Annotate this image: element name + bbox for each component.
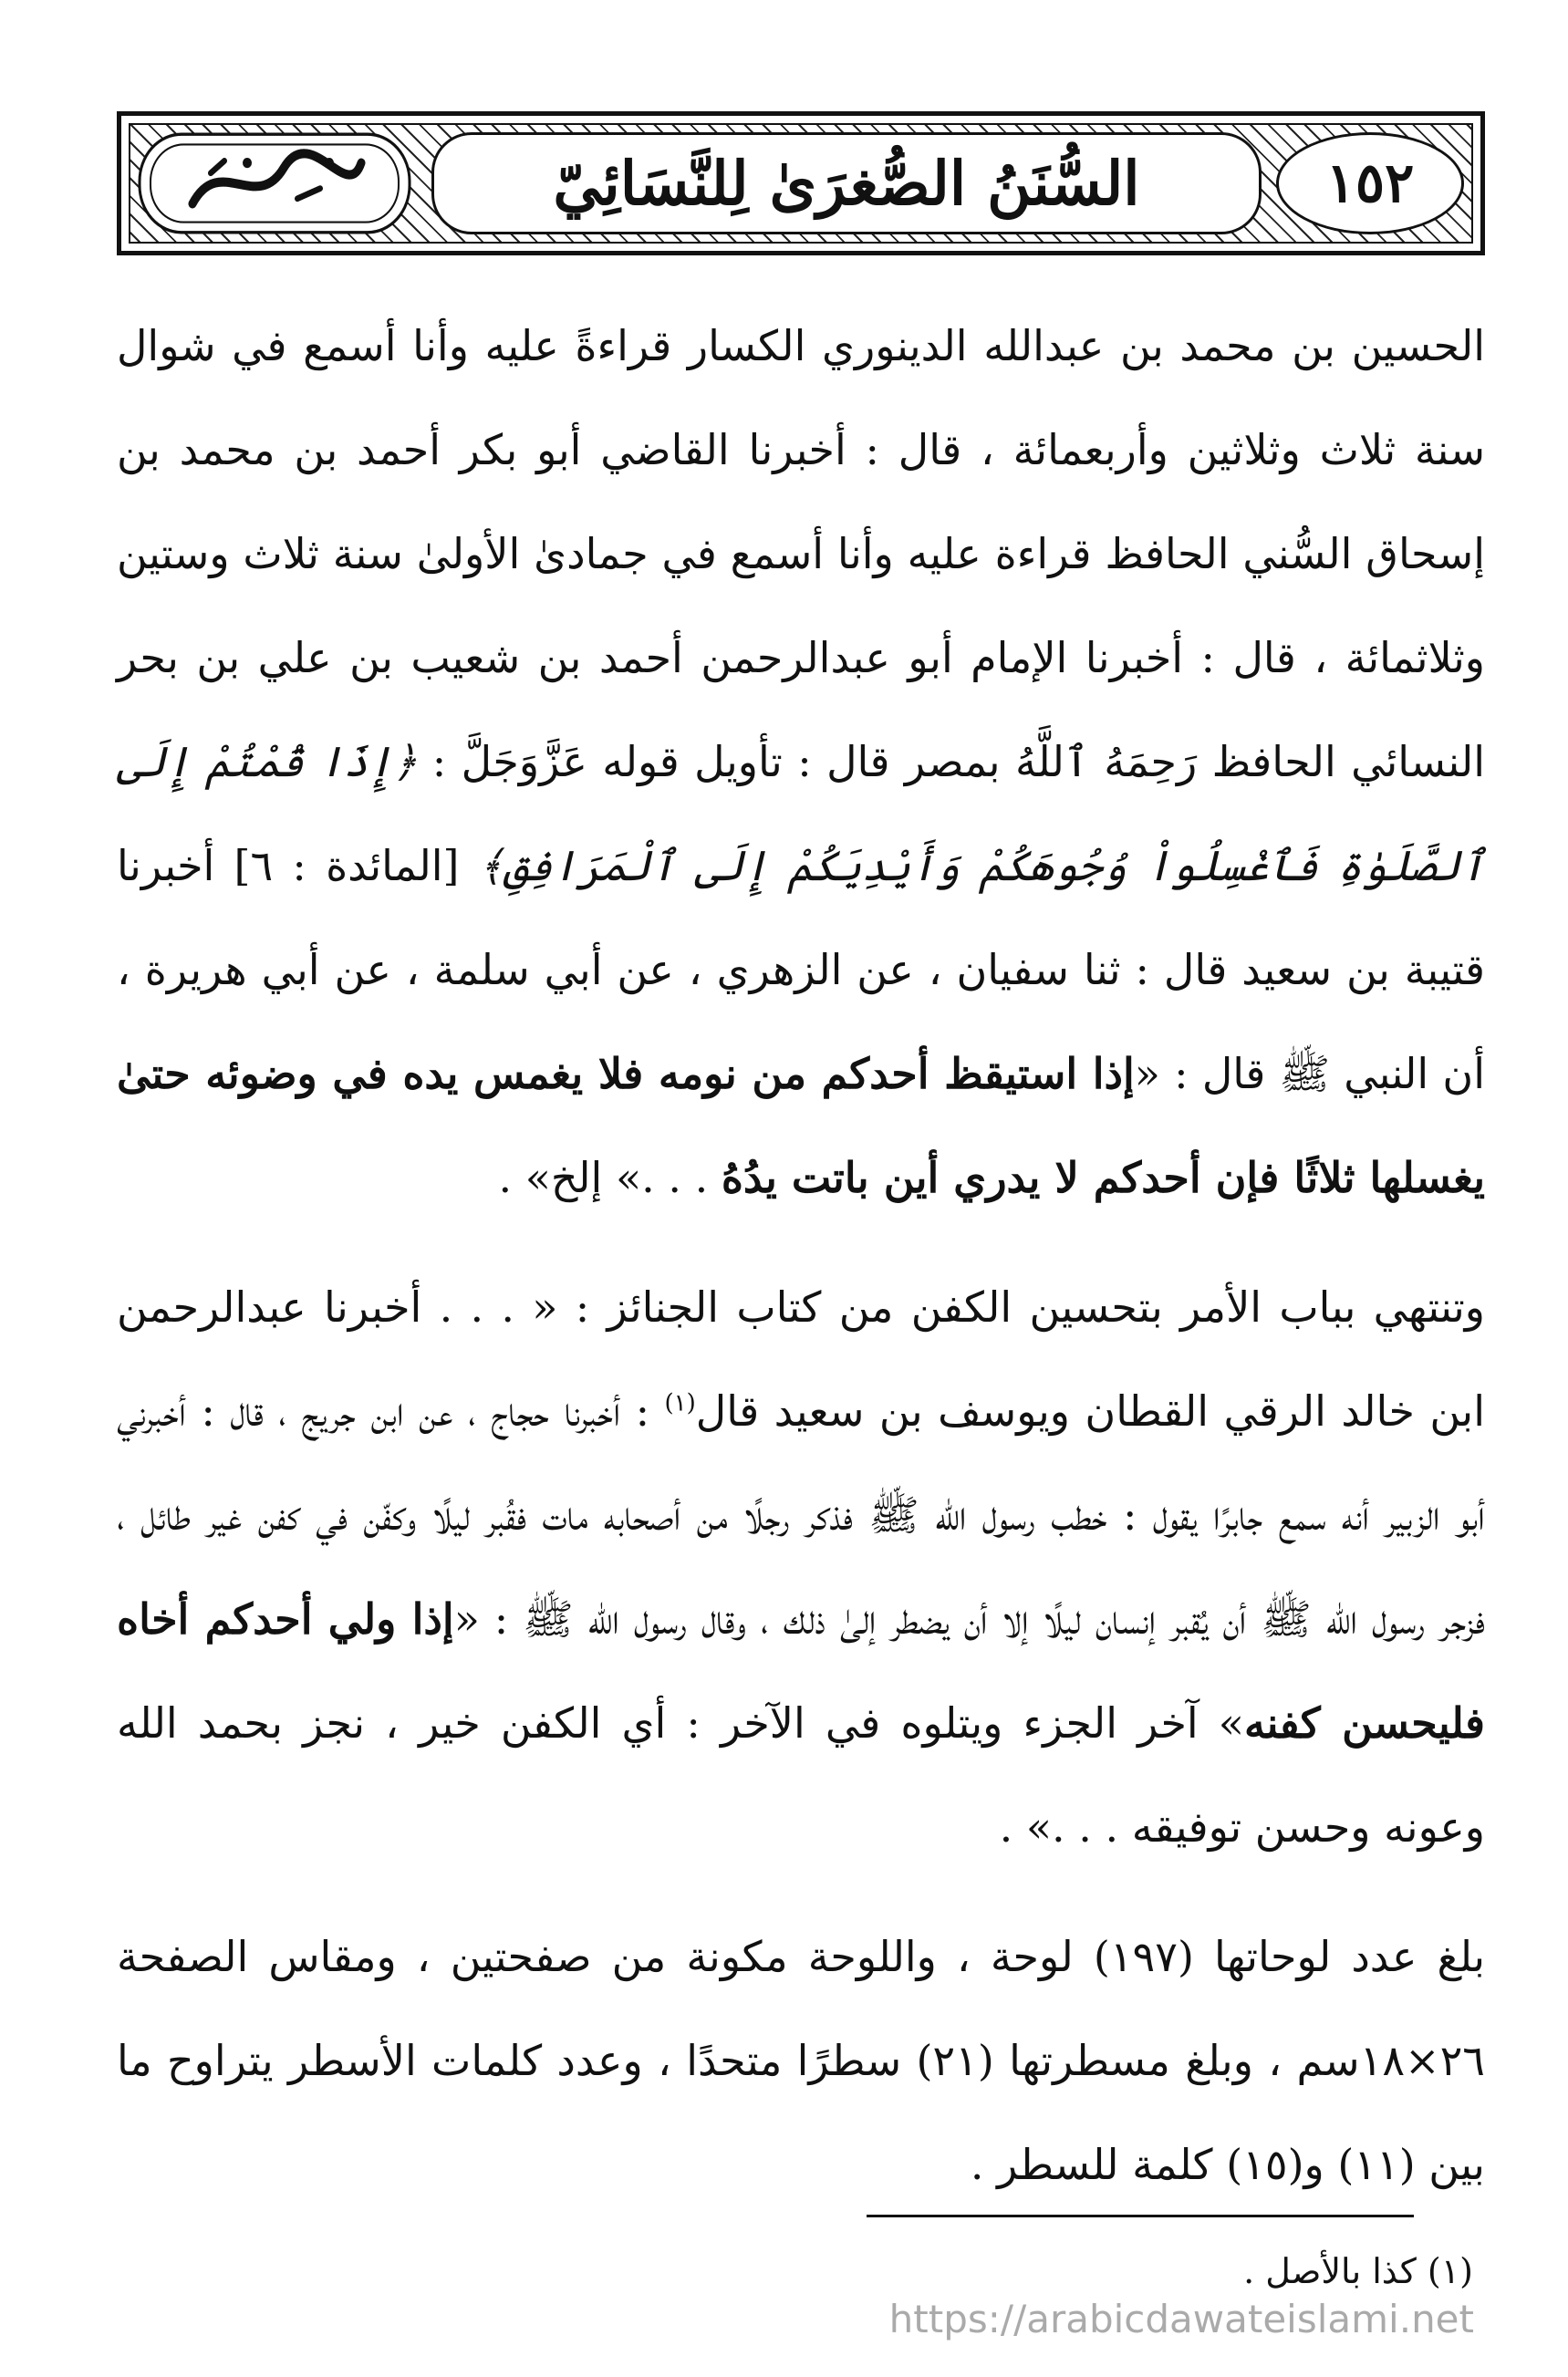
quran-verse: ﴿إِذَا قُمْتُمْ إِلَى ٱلصَّلَوٰةِ فَٱغْسِلُواْ وُجُوهَكُمْ وَأَيْدِيَكُمْ إِلَى ٱلْمَرَافِقِ﴾ [117, 737, 1485, 890]
page-number: ١٥٢ [1325, 151, 1415, 215]
page-number-badge [1276, 132, 1464, 234]
footnote: (١) كذا بالأصل . [1243, 2251, 1473, 2291]
text-segment: وتنتهي بباب الأمر بتحسين الكفن من كتاب الجنائز : « . . . أخبرنا عبدالرحمن ابن خالد الرقي القطان ويوسف بن سعيد قال [117, 1282, 1485, 1436]
text-segment: [المائدة : ٦] أخبرنا قتيبة بن سعيد قال : ثنا سفيان ، عن الزهري ، عن أبي سلمة ، عن أبي هريرة ، أن النبي ﷺ قال : « [117, 841, 1485, 1098]
footnote-marker[interactable]: (١) [664, 1389, 696, 1417]
text-segment: : أخبرنا حجاج ، عن ابن جريج ، قال : أخبرني أبو الزبير أنه سمع جابرًا يقول : خطب رسول الله ﷺ فذكر رجلًا من أصحابه مات فقُبر ليلًا وكفّن في كفن غير طائل ، فزجر رسول الله ﷺ أن يُقبر إنسان ليلًا إلا أن يضطر إلىٰ ذلك ، وقال رسول الله ﷺ : « [117, 1386, 1485, 1644]
text-segment: الحسين بن محمد بن عبدالله الدينوري الكسار قراءةً عليه وأنا أسمع في شوال سنة ثلاث وثلاثين وأربعمائة ، قال : أخبرنا القاضي أبو بكر أحمد بن محمد بن إسحاق السُّني الحافظ قراءة عليه وأنا أسمع في جمادىٰ الأولىٰ سنة ثلاث وستين وثلاثمائة ، قال : أخبرنا الإمام أبو عبدالرحمن أحمد بن شعيب بن علي بن بحر النسائي الحافظ رَحِمَهُ ٱللَّهُ بمصر قال : تأويل قوله عَزَّوَجَلَّ : [117, 321, 1485, 786]
book-title: السُّنَنُ الصُّغرَىٰ لِلنَّسَائِيّ [553, 148, 1140, 219]
text-segment: . . .» إلخ» . [498, 1153, 722, 1202]
watermark-url: https://arabicdawateislami.net [888, 2297, 1474, 2341]
page-header [117, 111, 1485, 255]
title-cartouche [431, 132, 1262, 234]
main-text [117, 294, 1485, 2216]
text-segment: بلغ عدد لوحاتها (١٩٧) لوحة ، واللوحة مكونة من صفحتين ، ومقاس الصفحة ٢٦×١٨سم ، وبلغ مسطرتها (٢١) سطرًا متحدًا ، وعدد كلمات الأسطر يتراوح ما بين (١١) و(١٥) كلمة للسطر . [117, 1932, 1486, 2189]
text-segment: » آخر الجزء ويتلوه في الآخر : أي الكفن خير ، نجز بحمد الله وعونه وحسن توفيقه . . .» . [117, 1698, 1485, 1852]
book-seal-emblem [138, 132, 411, 234]
paragraph-2 [117, 1255, 1485, 1879]
paragraph-1 [117, 294, 1485, 1230]
hadith-text: إذا استيقظ أحدكم من نومه فلا يغمس يده في وضوئه حتىٰ يغسلها ثلاثًا فإن أحدكم لا يدري أين باتت يدُهُ [117, 1049, 1485, 1202]
footnote-divider [867, 2215, 1414, 2217]
hadith-text: إذا ولي أحدكم أخاه فليحسن كفنه [117, 1594, 1485, 1748]
paragraph-3 [117, 1905, 1485, 2216]
